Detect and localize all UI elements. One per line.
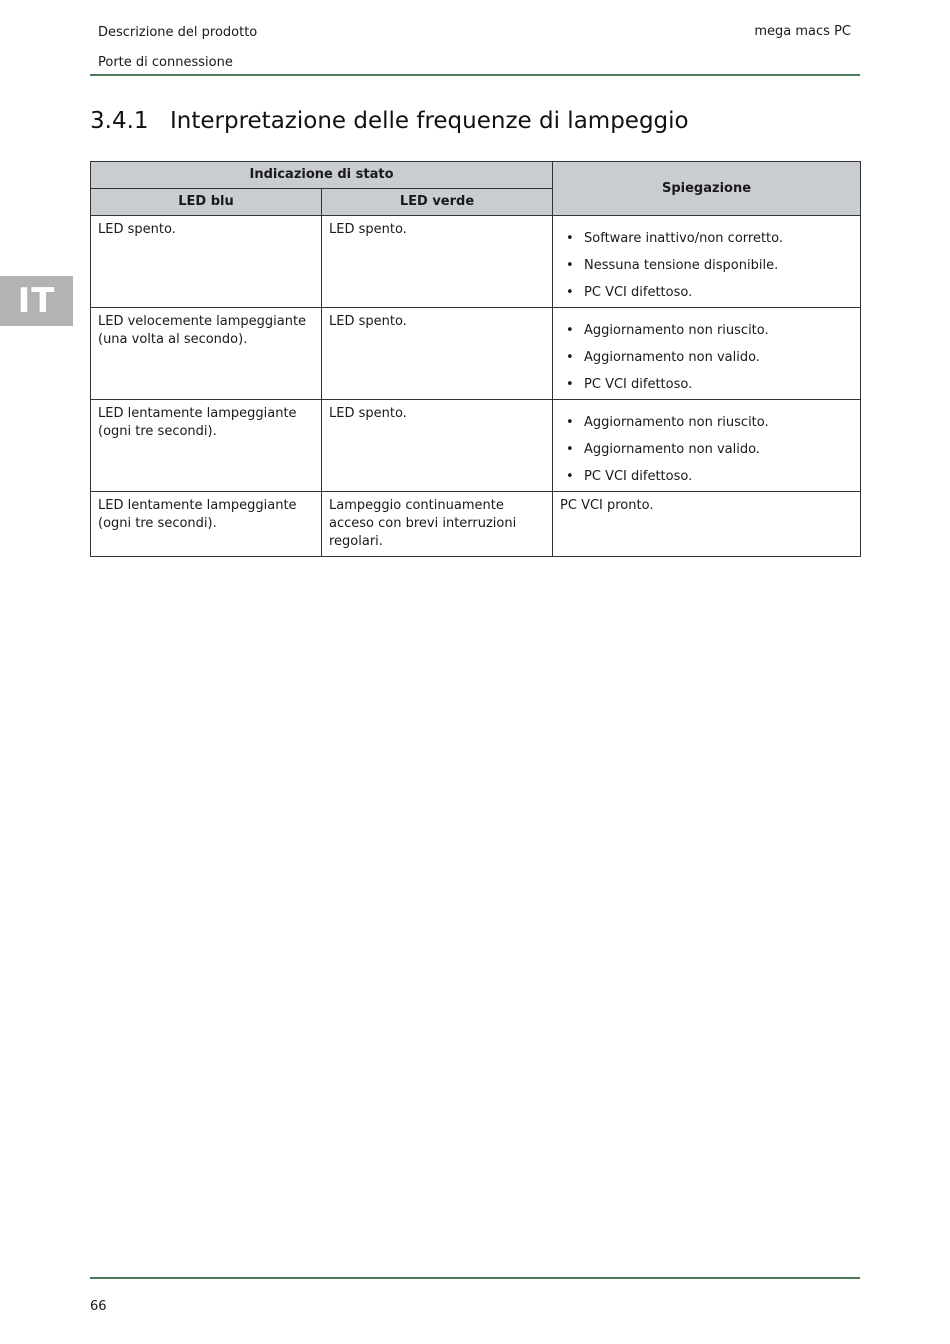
footer-rule	[90, 1277, 860, 1279]
bullet-icon: •	[566, 258, 574, 273]
cell-led-blue: LED lentamente lampeggiante (ogni tre secondi).	[91, 400, 322, 492]
language-tab: IT	[0, 276, 73, 326]
explanation-list	[560, 414, 853, 486]
status-table	[90, 161, 861, 557]
bullet-icon: •	[566, 350, 574, 365]
title-number: 3.4.1	[90, 108, 149, 134]
header-section: Descrizione del prodotto	[98, 25, 258, 40]
list-item: • PC VCI difettoso.	[566, 377, 693, 392]
title-text: Interpretazione delle frequenze di lampeggio	[170, 108, 689, 134]
explanation-list	[560, 322, 853, 394]
header-product: mega macs PC	[754, 24, 851, 39]
header-subsection: Porte di connessione	[98, 55, 233, 70]
cell-led-green: LED spento.	[322, 308, 553, 400]
bullet-icon: •	[566, 442, 574, 457]
list-item: • PC VCI difettoso.	[566, 469, 693, 484]
page-number: 66	[90, 1299, 107, 1314]
page-title	[90, 108, 689, 134]
cell-led-blue: LED velocemente lampeggiante (una volta al secondo).	[91, 308, 322, 400]
bullet-icon: •	[566, 285, 574, 300]
cell-explanation	[553, 216, 861, 308]
header-explanation: Spiegazione	[553, 162, 861, 216]
header-led-green: LED verde	[322, 189, 553, 216]
explanation-list	[560, 230, 853, 302]
table-row	[91, 400, 861, 492]
cell-explanation: PC VCI pronto.	[553, 492, 861, 557]
table-row	[91, 308, 861, 400]
list-item: • Nessuna tensione disponibile.	[566, 258, 779, 273]
list-item: • Software inattivo/non corretto.	[566, 231, 783, 246]
cell-led-green: Lampeggio continuamente acceso con brevi interruzioni regolari.	[322, 492, 553, 557]
header-rule	[90, 74, 860, 76]
cell-explanation	[553, 400, 861, 492]
bullet-icon: •	[566, 231, 574, 246]
cell-led-blue: LED spento.	[91, 216, 322, 308]
bullet-icon: •	[566, 469, 574, 484]
table-row	[91, 492, 861, 557]
list-item: • Aggiornamento non valido.	[566, 442, 760, 457]
cell-led-green: LED spento.	[322, 400, 553, 492]
header-led-blue: LED blu	[91, 189, 322, 216]
list-item: • Aggiornamento non riuscito.	[566, 415, 769, 430]
list-item: • Aggiornamento non riuscito.	[566, 323, 769, 338]
bullet-icon: •	[566, 415, 574, 430]
list-item: • Aggiornamento non valido.	[566, 350, 760, 365]
cell-explanation	[553, 308, 861, 400]
cell-led-blue: LED lentamente lampeggiante (ogni tre secondi).	[91, 492, 322, 557]
bullet-icon: •	[566, 377, 574, 392]
list-item: • PC VCI difettoso.	[566, 285, 693, 300]
table-row	[91, 216, 861, 308]
bullet-icon: •	[566, 323, 574, 338]
header-status-indication: Indicazione di stato	[91, 162, 553, 189]
cell-led-green: LED spento.	[322, 216, 553, 308]
